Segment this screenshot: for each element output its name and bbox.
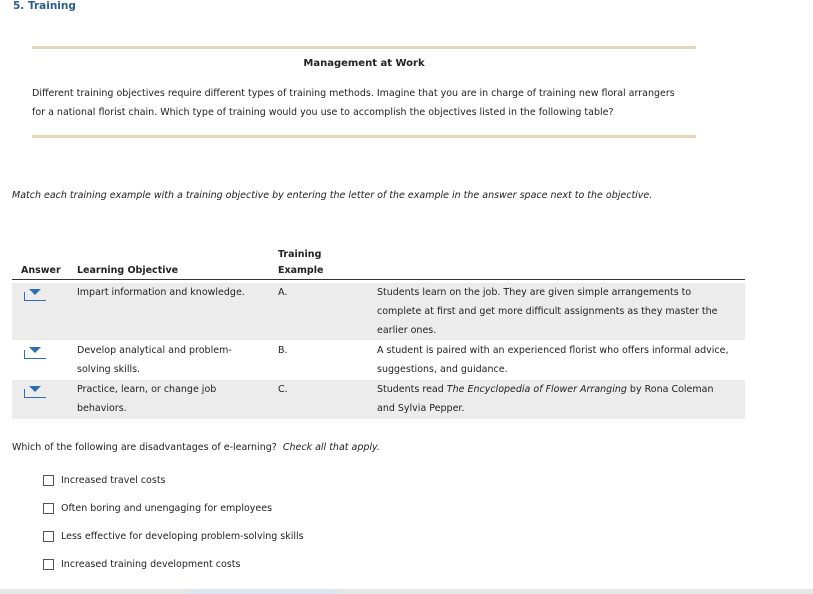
objective-cell (77, 341, 232, 379)
scenario-text (32, 84, 702, 122)
section-title: 5. Training (13, 0, 76, 12)
scenario-title: Management at Work (303, 58, 425, 69)
table-header-rule (12, 279, 745, 280)
scenario-text-line-2: for a national florist chain. Which type of training would you use to accomplish the objectives listed in the following table? (32, 107, 614, 118)
divider-bottom (32, 135, 696, 138)
option-less-effective[interactable] (43, 531, 304, 542)
option-label: Increased training development costs (61, 559, 241, 570)
example-description (377, 341, 729, 379)
option-increased-travel-costs[interactable] (43, 475, 166, 486)
header-answer: Answer (21, 265, 61, 276)
option-label: Often boring and unengaging for employees (61, 503, 273, 514)
objective-cell (77, 283, 245, 302)
description-line: earlier ones. (377, 325, 437, 336)
description-text: Students read (377, 384, 447, 395)
objective-text: Develop analytical and problem- (77, 345, 232, 356)
instructions: Match each training example with a training objective by entering the letter of the example in the answer space next to the objective. (12, 190, 653, 201)
scenario-text-line-1: Different training objectives require different types of training methods. Imagine that you are in charge of training new floral arrangers (32, 88, 675, 99)
header-example (278, 247, 323, 279)
book-title: The Encyclopedia of Flower Arranging (446, 384, 627, 395)
divider-top (32, 46, 696, 49)
objective-text: solving skills. (77, 364, 141, 375)
description-text: by Rona Coleman (626, 384, 714, 395)
answer-dropdown-2[interactable] (24, 344, 46, 359)
description-line: Students learn on the job. They are given simple arrangements to (377, 287, 692, 298)
question-hint: Check all that apply. (282, 442, 380, 453)
checkbox[interactable] (43, 503, 54, 514)
option-label: Less effective for developing problem-solving skills (61, 531, 304, 542)
description-line: suggestions, and guidance. (377, 364, 508, 375)
header-objective: Learning Objective (77, 265, 179, 276)
objective-cell (77, 380, 216, 418)
scrollbar-thumb[interactable] (188, 589, 338, 594)
description-line: A student is paired with an experienced florist who offers informal advice, (377, 345, 729, 356)
objective-text: behaviors. (77, 403, 127, 414)
example-letter: A. (278, 287, 288, 298)
checkbox[interactable] (43, 475, 54, 486)
header-example-line-1: Training (278, 249, 322, 260)
checkbox[interactable] (43, 559, 54, 570)
answer-dropdown-3[interactable] (24, 383, 46, 398)
question-text: Which of the following are disadvantages of e-learning? (12, 442, 277, 453)
header-example-line-2: Example (278, 265, 324, 276)
example-letter: C. (278, 384, 288, 395)
horizontal-scrollbar[interactable] (0, 589, 813, 594)
example-description (377, 283, 718, 340)
answer-dropdown-1[interactable] (24, 286, 46, 301)
objective-text: Impart information and knowledge. (77, 287, 245, 298)
option-label: Increased travel costs (61, 475, 166, 486)
objective-text: Practice, learn, or change job (77, 384, 217, 395)
example-description (377, 380, 713, 418)
checkbox[interactable] (43, 531, 54, 542)
description-line (377, 380, 713, 399)
option-increased-development-costs[interactable] (43, 559, 240, 570)
question-prompt (12, 442, 380, 453)
option-boring-unengaging[interactable] (43, 503, 272, 514)
example-letter: B. (278, 345, 288, 356)
description-line: and Sylvia Pepper. (377, 403, 465, 414)
description-line: complete at first and get more difficult assignments as they master the (377, 306, 718, 317)
